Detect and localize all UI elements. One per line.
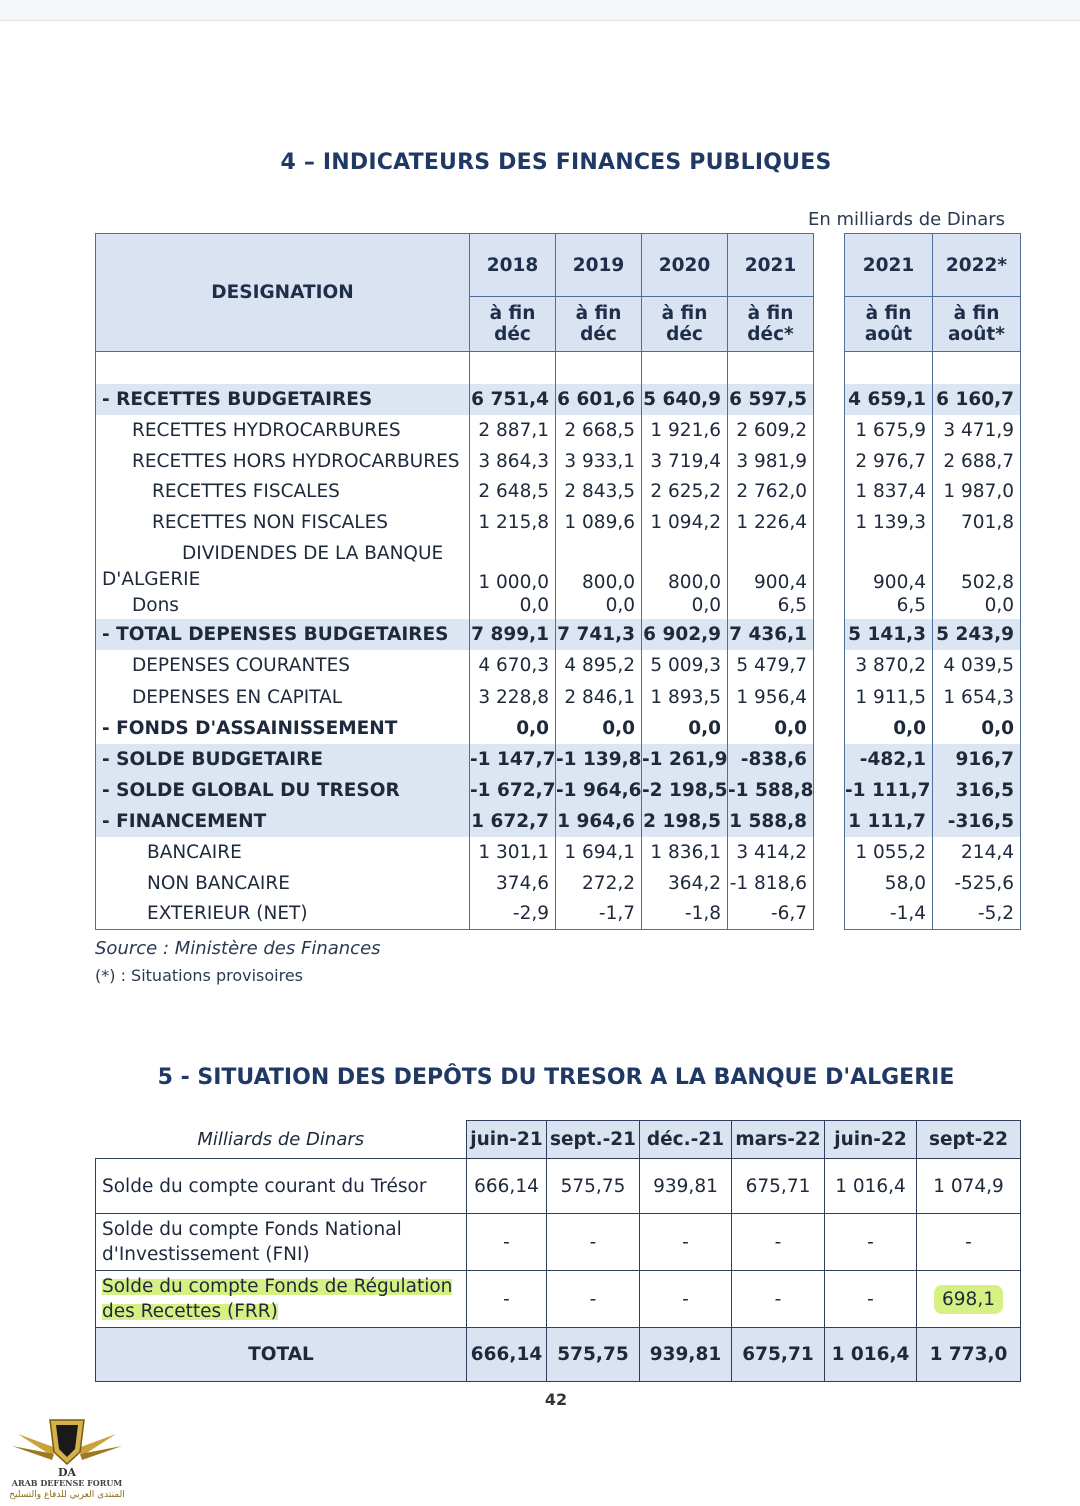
cell-value: 1 672,7 bbox=[470, 806, 556, 837]
spacer-row bbox=[96, 352, 1021, 384]
row-label: - SOLDE GLOBAL DU TRESOR bbox=[96, 775, 470, 806]
table-row bbox=[96, 650, 1021, 682]
cell-value: 364,2 bbox=[642, 868, 728, 899]
cell-value: 1 836,1 bbox=[642, 837, 728, 868]
period-header bbox=[556, 297, 642, 352]
period-line: à fin bbox=[747, 303, 794, 324]
row-label: RECETTES HYDROCARBURES bbox=[96, 415, 470, 446]
cell-value: - bbox=[825, 1271, 917, 1328]
row-label: Dons bbox=[96, 593, 470, 619]
cell-value: 1 987,0 bbox=[933, 477, 1021, 507]
cell-value: -316,5 bbox=[933, 806, 1021, 837]
watermark-logo bbox=[8, 1412, 126, 1504]
table-row bbox=[96, 837, 1021, 868]
table-row bbox=[96, 384, 1021, 415]
header-row-years bbox=[96, 234, 1021, 297]
cell-value: 1 654,3 bbox=[933, 682, 1021, 713]
period-line: à fin bbox=[953, 303, 1000, 324]
viewer-top-bar bbox=[0, 0, 1080, 21]
cell-value: 214,4 bbox=[933, 837, 1021, 868]
row-label: - RECETTES BUDGETAIRES bbox=[96, 384, 470, 415]
year-header: 2018 bbox=[470, 234, 556, 297]
cell-value: 7 741,3 bbox=[556, 619, 642, 650]
cell-value: 3 414,2 bbox=[728, 837, 814, 868]
cell-value: 0,0 bbox=[556, 713, 642, 744]
period-header bbox=[642, 297, 728, 352]
cell-value: 2 843,5 bbox=[556, 477, 642, 507]
cell-value: 2 688,7 bbox=[933, 446, 1021, 477]
period-header bbox=[470, 297, 556, 352]
table-row bbox=[96, 415, 1021, 446]
cell-value: 939,81 bbox=[640, 1328, 732, 1382]
cell-value: 2 609,2 bbox=[728, 415, 814, 446]
cell-value: 0,0 bbox=[556, 593, 642, 619]
period-header bbox=[933, 297, 1021, 352]
table-row bbox=[96, 713, 1021, 744]
cell-value: - bbox=[825, 1214, 917, 1271]
year-header: 2019 bbox=[556, 234, 642, 297]
section-5-title: 5 - SITUATION DES DEPÔTS DU TRESOR A LA BANQUE D'ALGERIE bbox=[157, 1065, 955, 1090]
cell-value: 1 111,7 bbox=[845, 806, 933, 837]
row-label: - TOTAL DEPENSES BUDGETAIRES bbox=[96, 619, 470, 650]
cell-value: 1 139,3 bbox=[845, 507, 933, 539]
cell-value: 0,0 bbox=[845, 713, 933, 744]
year-header: 2022* bbox=[933, 234, 1021, 297]
row-label-line: D'ALGERIE bbox=[102, 568, 201, 590]
period-line: à fin bbox=[661, 303, 708, 324]
cell-value: 1 074,9 bbox=[917, 1159, 1021, 1214]
table-row bbox=[96, 868, 1021, 899]
row-label: - FINANCEMENT bbox=[96, 806, 470, 837]
period-header bbox=[728, 297, 814, 352]
period-line: déc bbox=[494, 324, 531, 345]
cell-value: 675,71 bbox=[732, 1328, 825, 1382]
cell-value-highlight bbox=[917, 1271, 1021, 1328]
cell-value: 1 226,4 bbox=[728, 507, 814, 539]
cell-value: 916,7 bbox=[933, 744, 1021, 775]
cell-value: 1 094,2 bbox=[642, 507, 728, 539]
column-header: sept.-21 bbox=[547, 1121, 640, 1159]
period-line: déc bbox=[580, 324, 617, 345]
cell-value: -1,8 bbox=[642, 899, 728, 930]
cell-value: 2 668,5 bbox=[556, 415, 642, 446]
table-row bbox=[96, 507, 1021, 539]
cell-value: 800,0 bbox=[642, 539, 728, 593]
cell-value: 0,0 bbox=[642, 713, 728, 744]
cell-value: -1 588,8 bbox=[728, 775, 814, 806]
row-label: RECETTES NON FISCALES bbox=[96, 507, 470, 539]
cell-value: 1 215,8 bbox=[470, 507, 556, 539]
units-caption: Milliards de Dinars bbox=[197, 1128, 365, 1150]
cell-value: -1,7 bbox=[556, 899, 642, 930]
period-line: déc* bbox=[747, 324, 794, 345]
cell-value: 2 625,2 bbox=[642, 477, 728, 507]
cell-value: 4 039,5 bbox=[933, 650, 1021, 682]
cell-value: 4 670,3 bbox=[470, 650, 556, 682]
period-line: août bbox=[864, 324, 913, 345]
cell-value: 575,75 bbox=[547, 1328, 640, 1382]
cell-value: -6,7 bbox=[728, 899, 814, 930]
column-header: juin-21 bbox=[467, 1121, 547, 1159]
cell-value: 2 762,0 bbox=[728, 477, 814, 507]
table-row bbox=[96, 1159, 1021, 1214]
table-row bbox=[96, 477, 1021, 507]
cell-value: 0,0 bbox=[933, 713, 1021, 744]
highlighted-label-line: Solde du compte Fonds de Régulation bbox=[102, 1276, 453, 1297]
cell-value: 374,6 bbox=[470, 868, 556, 899]
cell-value: -2,9 bbox=[470, 899, 556, 930]
table-row bbox=[96, 539, 1021, 593]
cell-value: 6 902,9 bbox=[642, 619, 728, 650]
table-row bbox=[96, 775, 1021, 806]
row-label-line: d'Investissement (FNI) bbox=[102, 1244, 310, 1265]
cell-value: -1 964,6 bbox=[556, 775, 642, 806]
cell-value: 3 719,4 bbox=[642, 446, 728, 477]
cell-value: 900,4 bbox=[728, 539, 814, 593]
cell-value: 0,0 bbox=[470, 593, 556, 619]
period-line: août* bbox=[948, 324, 1005, 345]
cell-value: 3 933,1 bbox=[556, 446, 642, 477]
cell-value: 0,0 bbox=[728, 713, 814, 744]
column-header: juin-22 bbox=[825, 1121, 917, 1159]
cell-value: 1 773,0 bbox=[917, 1328, 1021, 1382]
cell-value: 666,14 bbox=[467, 1328, 547, 1382]
cell-value: 4 895,2 bbox=[556, 650, 642, 682]
cell-value: 1 911,5 bbox=[845, 682, 933, 713]
row-label-line: Solde du compte Fonds National bbox=[102, 1219, 402, 1240]
cell-value: 1 893,5 bbox=[642, 682, 728, 713]
cell-value: 900,4 bbox=[845, 539, 933, 593]
cell-value: 6 601,6 bbox=[556, 384, 642, 415]
year-header: 2020 bbox=[642, 234, 728, 297]
column-header: sept-22 bbox=[917, 1121, 1021, 1159]
cell-value: 6 597,5 bbox=[728, 384, 814, 415]
cell-value: -525,6 bbox=[933, 868, 1021, 899]
table-row-highlighted bbox=[96, 1271, 1021, 1328]
cell-value: 2 846,1 bbox=[556, 682, 642, 713]
cell-value: 5 009,3 bbox=[642, 650, 728, 682]
table-row bbox=[96, 1214, 1021, 1271]
cell-value: -2 198,5 bbox=[642, 775, 728, 806]
cell-value: 6,5 bbox=[728, 593, 814, 619]
row-label: RECETTES HORS HYDROCARBURES bbox=[96, 446, 470, 477]
cell-value: 1 055,2 bbox=[845, 837, 933, 868]
cell-value: 58,0 bbox=[845, 868, 933, 899]
public-finance-table bbox=[95, 233, 1021, 930]
section-4-title: 4 – INDICATEURS DES FINANCES PUBLIQUES bbox=[280, 150, 832, 175]
cell-value: 3 981,9 bbox=[728, 446, 814, 477]
cell-value: - bbox=[467, 1214, 547, 1271]
cell-value: - bbox=[640, 1214, 732, 1271]
cell-value: 2 887,1 bbox=[470, 415, 556, 446]
table-row bbox=[96, 619, 1021, 650]
column-gap bbox=[814, 234, 845, 352]
cell-value: 1 016,4 bbox=[825, 1328, 917, 1382]
row-label: - SOLDE BUDGETAIRE bbox=[96, 744, 470, 775]
cell-value: 666,14 bbox=[467, 1159, 547, 1214]
table-row bbox=[96, 446, 1021, 477]
cell-value: -1 139,8 bbox=[556, 744, 642, 775]
cell-value: 0,0 bbox=[470, 713, 556, 744]
cell-value: 502,8 bbox=[933, 539, 1021, 593]
cell-value: -838,6 bbox=[728, 744, 814, 775]
cell-value: 800,0 bbox=[556, 539, 642, 593]
cell-value: 316,5 bbox=[933, 775, 1021, 806]
year-header: 2021 bbox=[845, 234, 933, 297]
table-row bbox=[96, 593, 1021, 619]
row-label: BANCAIRE bbox=[96, 837, 470, 868]
column-header: déc.-21 bbox=[640, 1121, 732, 1159]
cell-value: 1 956,4 bbox=[728, 682, 814, 713]
row-label: DEPENSES COURANTES bbox=[96, 650, 470, 682]
period-line: à fin bbox=[489, 303, 536, 324]
cell-value: 1 921,6 bbox=[642, 415, 728, 446]
table-body bbox=[96, 352, 1021, 930]
cell-value: 0,0 bbox=[642, 593, 728, 619]
designation-header: DESIGNATION bbox=[96, 234, 470, 352]
cell-value: 1 089,6 bbox=[556, 507, 642, 539]
cell-value: 0,0 bbox=[933, 593, 1021, 619]
period-line: déc bbox=[666, 324, 703, 345]
table-row bbox=[96, 899, 1021, 930]
column-header: mars-22 bbox=[732, 1121, 825, 1159]
period-header bbox=[845, 297, 933, 352]
highlighted-label-line: des Recettes (FRR) bbox=[102, 1301, 278, 1322]
row-label bbox=[96, 539, 470, 593]
cell-value: -1,4 bbox=[845, 899, 933, 930]
cell-value: -1 261,9 bbox=[642, 744, 728, 775]
cell-value: 4 659,1 bbox=[845, 384, 933, 415]
cell-value: 3 471,9 bbox=[933, 415, 1021, 446]
cell-value: 1 301,1 bbox=[470, 837, 556, 868]
cell-value: 6,5 bbox=[845, 593, 933, 619]
page-number: 42 bbox=[544, 1390, 568, 1409]
total-row bbox=[96, 1328, 1021, 1382]
cell-value: - bbox=[732, 1214, 825, 1271]
row-label: - FONDS D'ASSAINISSEMENT bbox=[96, 713, 470, 744]
cell-value: -1 818,6 bbox=[728, 868, 814, 899]
cell-value: - bbox=[547, 1214, 640, 1271]
row-label: TOTAL bbox=[96, 1328, 467, 1382]
cell-value: 2 198,5 bbox=[642, 806, 728, 837]
cell-value: 3 228,8 bbox=[470, 682, 556, 713]
cell-value: 7 899,1 bbox=[470, 619, 556, 650]
period-line: à fin bbox=[865, 303, 912, 324]
cell-value: 5 141,3 bbox=[845, 619, 933, 650]
logo-mark: DA bbox=[57, 1466, 77, 1479]
cell-value: - bbox=[917, 1214, 1021, 1271]
cell-value: - bbox=[547, 1271, 640, 1328]
header-row bbox=[96, 1121, 1021, 1159]
cell-value: 1 964,6 bbox=[556, 806, 642, 837]
row-label: RECETTES FISCALES bbox=[96, 477, 470, 507]
cell-value: 701,8 bbox=[933, 507, 1021, 539]
cell-value: 1 837,4 bbox=[845, 477, 933, 507]
cell-value: - bbox=[640, 1271, 732, 1328]
row-label: NON BANCAIRE bbox=[96, 868, 470, 899]
cell-value: -5,2 bbox=[933, 899, 1021, 930]
watermark-arabic: المنتدى العربي للدفاع والتسليح bbox=[9, 1490, 125, 1500]
period-line: à fin bbox=[575, 303, 622, 324]
watermark-brand: ARAB DEFENSE FORUM bbox=[11, 1478, 123, 1488]
cell-value: 1 675,9 bbox=[845, 415, 933, 446]
year-header: 2021 bbox=[728, 234, 814, 297]
eagle-shield-icon bbox=[8, 1412, 126, 1482]
units-label: En milliards de Dinars bbox=[808, 209, 1005, 230]
cell-value: 1 694,1 bbox=[556, 837, 642, 868]
treasury-deposits-table bbox=[95, 1120, 1021, 1382]
cell-value: 2 976,7 bbox=[845, 446, 933, 477]
cell-value: - bbox=[467, 1271, 547, 1328]
cell-value: -482,1 bbox=[845, 744, 933, 775]
cell-value: -1 147,7 bbox=[470, 744, 556, 775]
cell-value: -1 111,7 bbox=[845, 775, 933, 806]
row-label bbox=[96, 1271, 467, 1328]
cell-value: 5 243,9 bbox=[933, 619, 1021, 650]
cell-value: 5 479,7 bbox=[728, 650, 814, 682]
cell-value: 675,71 bbox=[732, 1159, 825, 1214]
cell-value: 6 160,7 bbox=[933, 384, 1021, 415]
cell-value: 575,75 bbox=[547, 1159, 640, 1214]
highlighted-value: 698,1 bbox=[934, 1285, 1003, 1314]
row-label: Solde du compte courant du Trésor bbox=[96, 1159, 467, 1214]
cell-value: 1 588,8 bbox=[728, 806, 814, 837]
provisional-note: (*) : Situations provisoires bbox=[95, 966, 303, 985]
row-label bbox=[96, 1214, 467, 1271]
cell-value: 5 640,9 bbox=[642, 384, 728, 415]
cell-value: - bbox=[732, 1271, 825, 1328]
cell-value: 1 016,4 bbox=[825, 1159, 917, 1214]
table-row bbox=[96, 744, 1021, 775]
cell-value: 939,81 bbox=[640, 1159, 732, 1214]
row-label: EXTERIEUR (NET) bbox=[96, 899, 470, 930]
table-row bbox=[96, 682, 1021, 713]
cell-value: 2 648,5 bbox=[470, 477, 556, 507]
cell-value: 1 000,0 bbox=[470, 539, 556, 593]
row-label: DEPENSES EN CAPITAL bbox=[96, 682, 470, 713]
cell-value: 7 436,1 bbox=[728, 619, 814, 650]
cell-value: 6 751,4 bbox=[470, 384, 556, 415]
cell-value: -1 672,7 bbox=[470, 775, 556, 806]
table-row bbox=[96, 806, 1021, 837]
cell-value: 3 870,2 bbox=[845, 650, 933, 682]
cell-value: 3 864,3 bbox=[470, 446, 556, 477]
cell-value: 272,2 bbox=[556, 868, 642, 899]
row-label-line: DIVIDENDES DE LA BANQUE bbox=[182, 542, 444, 564]
source-note: Source : Ministère des Finances bbox=[95, 938, 381, 959]
